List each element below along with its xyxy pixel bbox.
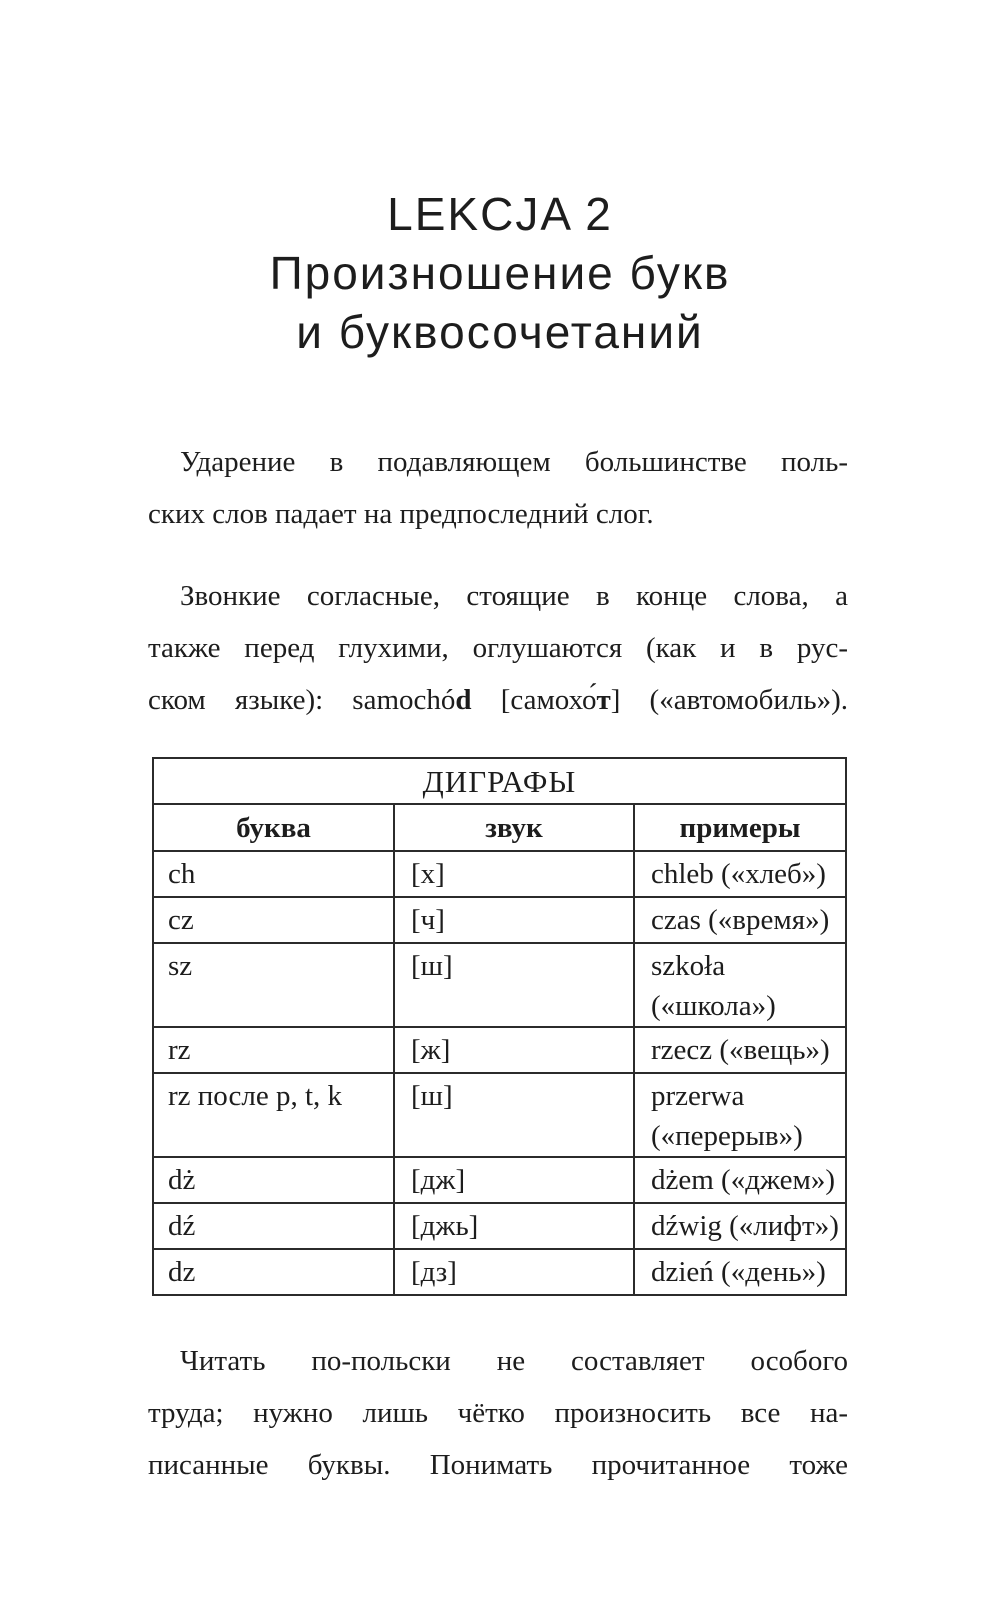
cell-letter: rz после p, t, k xyxy=(153,1073,394,1157)
example-line: przerwa xyxy=(651,1080,745,1112)
example-line: dzień («день») xyxy=(651,1256,826,1288)
cell-example xyxy=(634,1073,846,1157)
text-segment: Читать по-польски не составляет особого xyxy=(180,1345,848,1377)
text-segment: также перед глухими, оглушаются (как и в рус- xyxy=(148,632,848,664)
cell-letter: sz xyxy=(153,943,394,1027)
table-row xyxy=(153,1203,846,1249)
text-segment: ] («автомобиль»). xyxy=(610,684,849,716)
header-sound: звук xyxy=(394,804,634,851)
example-line: rzecz («вещь») xyxy=(651,1034,830,1066)
example-line: szkoła xyxy=(651,950,726,982)
cell-example xyxy=(634,851,846,897)
cell-sound: [ч] xyxy=(394,897,634,943)
text-line xyxy=(148,570,848,622)
table-caption: ДИГРАФЫ xyxy=(153,758,846,804)
cell-sound: [дз] xyxy=(394,1249,634,1295)
cell-sound: [х] xyxy=(394,851,634,897)
cell-letter: cz xyxy=(153,897,394,943)
text-line xyxy=(148,622,848,674)
cell-letter: rz xyxy=(153,1027,394,1073)
digraphs-table xyxy=(152,757,847,1296)
example-line: dżem («джем») xyxy=(651,1164,835,1196)
example-line: czas («время») xyxy=(651,904,830,936)
example-line: («школа») xyxy=(651,990,776,1022)
text-segment: Ударение в подавляющем большинстве поль- xyxy=(180,446,848,478)
cell-example xyxy=(634,1027,846,1073)
cell-example xyxy=(634,1203,846,1249)
header-letter: буква xyxy=(153,804,394,851)
text-segment: [самохо́ xyxy=(471,684,597,716)
header-examples: примеры xyxy=(634,804,846,851)
text-line xyxy=(148,488,848,540)
cell-letter: dż xyxy=(153,1157,394,1203)
example-line: («перерыв») xyxy=(651,1120,803,1152)
cell-letter: dz xyxy=(153,1249,394,1295)
text-line xyxy=(148,1335,848,1387)
example-line: dźwig («лифт») xyxy=(651,1210,839,1242)
example-line: chleb («хлеб») xyxy=(651,858,826,890)
text-segment: ских слов падает на предпоследний слог. xyxy=(148,498,654,530)
lesson-number-line: LEKCJA 2 xyxy=(387,188,613,240)
cell-sound: [ж] xyxy=(394,1027,634,1073)
cell-sound: [ш] xyxy=(394,1073,634,1157)
paragraph-reading-polish xyxy=(148,1335,848,1491)
paragraph-voiced-consonants xyxy=(148,570,848,726)
table-row xyxy=(153,897,846,943)
table-row xyxy=(153,851,846,897)
table-caption-row xyxy=(153,758,846,804)
lesson-title-line: и буквосочетаний xyxy=(296,306,704,358)
table-row xyxy=(153,943,846,1027)
cell-example xyxy=(634,1249,846,1295)
text-line xyxy=(148,1387,848,1439)
bold-letter: т xyxy=(596,684,611,716)
cell-example xyxy=(634,1157,846,1203)
table-header-row xyxy=(153,804,846,851)
cell-example xyxy=(634,897,846,943)
text-segment: труда; нужно лишь чётко произносить все на- xyxy=(148,1397,848,1429)
text-segment: писанные буквы. Понимать прочитанное тоже xyxy=(148,1449,848,1481)
cell-letter: dź xyxy=(153,1203,394,1249)
cell-letter: ch xyxy=(153,851,394,897)
text-line xyxy=(148,436,848,488)
cell-example xyxy=(634,943,846,1027)
paragraph-stress-rule xyxy=(148,436,848,540)
cell-sound: [джь] xyxy=(394,1203,634,1249)
table-row xyxy=(153,1073,846,1157)
text-line xyxy=(148,674,848,726)
lesson-title xyxy=(0,185,1000,362)
table-row xyxy=(153,1249,846,1295)
text-segment: Звонкие согласные, стоящие в конце слова, а xyxy=(180,580,848,612)
cell-sound: [ш] xyxy=(394,943,634,1027)
text-segment: ском языке): samochó xyxy=(148,684,456,716)
table-row xyxy=(153,1027,846,1073)
cell-sound: [дж] xyxy=(394,1157,634,1203)
table-row xyxy=(153,1157,846,1203)
bold-letter: d xyxy=(455,684,472,716)
digraphs-table-body xyxy=(153,758,846,1295)
lesson-title-line: Произношение букв xyxy=(269,247,731,299)
text-line xyxy=(148,1439,848,1491)
